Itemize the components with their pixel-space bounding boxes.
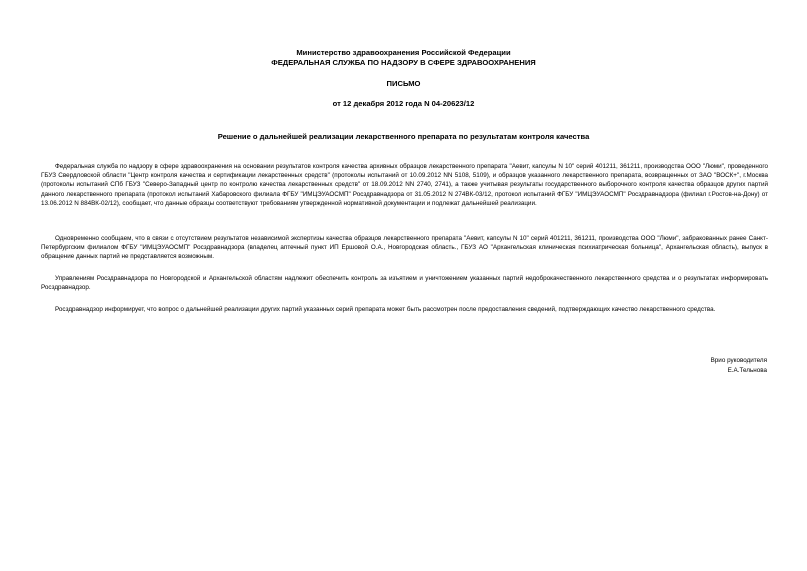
paragraph-2: Одновременно сообщаем, что в связи с отсутствием результатов независимой экспертизы качества образцов лекарственного препарата "Аевит, капсулы N 10" серий 401211, 361211, производства ООО "Люми", забракованных ранее Санкт-Петербургским филиалом ФГБУ "ИМЦЭУАОСМП" Росздравнадзора (владелец аптечный пункт ИП Ершовой О.А., Новгородская область., ГБУЗ АО "Архангельская клиническая психиатрическая больница", Архангельская область), выпуск в обращение данных партий не представляется возможным.: [41, 235, 768, 261]
service-heading: ФЕДЕРАЛЬНАЯ СЛУЖБА ПО НАДЗОРУ В СФЕРЕ ЗДРАВООХРАНЕНИЯ: [271, 58, 536, 67]
document-date-number: от 12 декабря 2012 года N 04-20623/12: [332, 99, 475, 108]
paragraph-3: Управлениям Росздравнадзора по Новгородской и Архангельской областям надлежит обеспечить контроль за изъятием и уничтожением указанных партий недоброкачественного лекарственного средства и о результатах информировать Росздравнадзор.: [41, 275, 768, 292]
document-subject: Решение о дальнейшей реализации лекарственного препарата по результатам контроля качества: [217, 132, 590, 141]
signature-title: Врио руководителя: [710, 357, 767, 364]
document-type: ПИСЬМО: [386, 79, 421, 88]
signature-name: Е.А.Тельнова: [727, 367, 767, 374]
paragraph-1: Федеральная служба по надзору в сфере здравоохранения на основании результатов контроля качества архивных образцов лекарственного препарата "Аевит, капсулы N 10" серий 401211, 361211, производства ООО "Люми", проведенного ГБУЗ Свердловской области "Центр контроля качества и сертификации лекарственных средств" (протоколы испытаний от 10.09.2012 NN 5108, 5109), и образцов указанного лекарственного препарата, возвращенных от ЗАО "ВОСК+", г.Москва (протоколы испытаний СПб ГБУЗ "Северо-Западный центр по контролю качества лекарственных средств" от 18.09.2012 NN 2740, 2741), а также учитывая результаты государственного выборочного контроля качества образцов других партий данного лекарственного препарата (протокол испытаний Хабаровского филиала ФГБУ "ИМЦЭУАОСМП" Росздравнадзора от 31.05.2012 N 274ВК-03/12, протокол испытаний ФГБУ "ИМЦЭУАОСМП" Росздравнадзора (филиал г.Ростов-на-Дону) от 13.06.2012 N 884ВК-02/12), сообщает, что данные образцы соответствуют требованиям утвержденной нормативной документации и подлежат дальнейшей реализации.: [41, 163, 768, 207]
paragraph-4: Росздравнадзор информирует, что вопрос о дальнейшей реализации других партий указанных серий препарата может быть рассмотрен после предоставления сведений, подтверждающих качество лекарственного средства.: [55, 306, 716, 313]
ministry-heading: Министерство здравоохранения Российской Федерации: [296, 48, 511, 57]
